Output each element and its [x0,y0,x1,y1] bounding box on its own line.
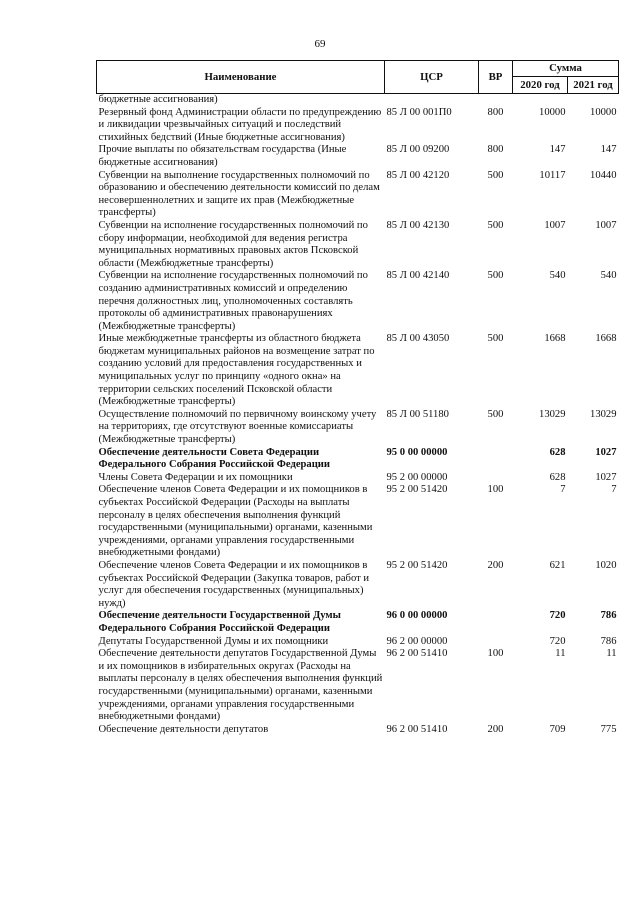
row-sum-2020: 7 [560,484,566,496]
row-sum-2021: 775 [600,723,617,735]
row-sum-2021: 786 [600,635,617,647]
row-name: Обеспечение деятельности Совета Федерации Федерального Собрания Российской Федерации [98,446,331,471]
row-csr: 85 Л 00 001П0 [386,106,452,118]
row-sum-2020: 10000 [539,106,566,118]
row-sum-2021: 7 [611,484,617,496]
table-row [97,107,619,145]
row-sum-2021: 1027 [595,471,617,483]
row-sum-2020: 147 [549,144,566,156]
row-name: Обеспечение деятельности Государственной Думы Федерального Собрания Российской Федерации [98,610,341,634]
header-name: Наименование [97,61,385,94]
row-name: Субвенции на выполнение государственных полномочий по образованию и обеспечению деятельности комиссий по делам несовершеннолетних и защите их прав (Межбюджетные трансферты) [98,169,380,219]
row-sum-2020: 11 [555,648,566,660]
table-body [97,94,619,737]
row-name: Депутаты Государственной Думы и их помощники [98,635,329,647]
row-csr [385,94,479,107]
row-vr: 500 [487,333,504,345]
row-csr: 85 Л 00 42130 [386,219,450,231]
row-vr: 800 [487,144,504,156]
row-name: Обеспечение деятельности депутатов Государственной Думы и их помощников в избирательных округах (Расходы на выплаты персоналу в целях обеспечения выполнения функций государственными (муниципальными) органами, казенными учреждениями, органами управления государственными внебюджетными фондами) [98,648,383,723]
row-name: Обеспечение деятельности депутатов [98,723,269,735]
row-sum-2020: 720 [549,635,566,647]
header-sum: Сумма [513,61,619,77]
row-name: Обеспечение членов Совета Федерации и их помощников в субъектах Российской Федерации (Расходы на выплаты персоналу в целях обеспечения выполнения функций государственными (муниципальными) органами, казенными учреждениями, органами управления государственными внебюджетными фондами) [98,484,373,559]
row-sum-2021: 10440 [590,169,617,181]
row-sum-2021: 786 [600,610,617,622]
row-sum-2020 [513,94,568,107]
row-csr: 95 2 00 00000 [386,471,448,483]
header-year-2020: 2020 год [513,77,568,94]
row-vr: 500 [487,270,504,282]
row-name: Осуществление полномочий по первичному воинскому учету на территориях, где отсутствуют военные комиссариаты (Межбюджетные трансферты) [98,408,377,446]
table-row [97,170,619,220]
row-vr [479,472,513,485]
page-number: 69 [314,38,326,50]
row-sum-2021: 1020 [595,559,617,571]
table-row [97,610,619,635]
header-csr: ЦСР [385,61,479,94]
table-row [97,220,619,270]
row-vr: 100 [487,648,504,660]
row-csr: 95 2 00 51420 [386,484,448,496]
row-csr: 85 Л 00 43050 [386,333,450,345]
row-vr [479,94,513,107]
table-row [97,724,619,737]
table-row [97,648,619,724]
budget-table [96,60,619,736]
row-vr: 500 [487,219,504,231]
row-csr: 96 2 00 51410 [386,648,448,660]
row-sum-2021: 147 [600,144,617,156]
row-sum-2021: 1007 [595,219,617,231]
table-row [97,270,619,333]
row-sum-2020: 709 [549,723,566,735]
table-header [97,61,619,94]
row-sum-2020: 1007 [544,219,566,231]
row-vr: 800 [487,106,504,118]
table-row [97,472,619,485]
row-sum-2021: 540 [600,270,617,282]
row-name: Члены Совета Федерации и их помощники [98,471,293,483]
row-csr: 95 2 00 51420 [386,559,448,571]
row-vr: 200 [487,559,504,571]
row-csr: 96 2 00 51410 [386,723,448,735]
header-year-2021: 2021 год [568,77,619,94]
row-name: бюджетные ассигнования) [98,94,218,105]
row-vr [479,636,513,649]
row-name: Прочие выплаты по обязательствам государства (Иные бюджетные ассигнования) [98,144,347,168]
row-sum-2021: 11 [606,648,617,660]
row-vr [479,610,513,635]
row-sum-2020: 628 [549,471,566,483]
table-row [97,333,619,409]
row-csr: 85 Л 00 42120 [386,169,450,181]
row-csr: 95 0 00 00000 [386,446,448,458]
row-name: Обеспечение членов Совета Федерации и их помощников в субъектах Российской Федерации (Закупка товаров, работ и услуг для обеспечения государственных (муниципальных) нужд) [98,559,370,609]
row-sum-2020: 13029 [539,408,566,420]
row-sum-2020: 621 [549,559,566,571]
row-vr: 100 [487,484,504,496]
row-name: Иные межбюджетные трансферты из областного бюджета бюджетам муниципальных районов на возмещение затрат по созданию условий для предоставления государственных и муниципальных услуг по принципу «одного окна» на территории сельских поселений Псковской области (Межбюджетные трансферты) [98,333,375,408]
row-csr: 85 Л 00 51180 [386,408,449,420]
row-csr: 96 2 00 00000 [386,635,448,647]
table-row [97,560,619,610]
row-name: Субвенции на исполнение государственных полномочий по сбору информации, необходимой для ведения регистра муниципальных нормативных правовых актов Псковской области (Межбюджетные трансферты) [98,219,368,269]
row-vr: 500 [487,408,504,420]
row-sum-2021 [568,94,619,107]
table-row [97,447,619,472]
row-sum-2020: 720 [549,610,566,622]
row-csr: 85 Л 00 42140 [386,270,450,282]
row-name: Резервный фонд Администрации области по предупреждению и ликвидации чрезвычайных ситуаций и последствий стихийных бедствий (Иные бюджетные ассигнования) [98,106,382,143]
table-row [97,94,619,107]
row-vr: 500 [487,169,504,181]
row-csr: 85 Л 00 09200 [386,144,450,156]
row-sum-2020: 628 [549,446,566,458]
row-sum-2021: 1668 [595,333,617,345]
row-name: Субвенции на исполнение государственных полномочий по созданию административных комиссий и определению перечня должностных лиц, уполномоченных составлять протоколы об административных правонарушениях (Межбюджетные трансферты) [98,270,368,332]
row-sum-2020: 540 [549,270,566,282]
row-vr: 200 [487,723,504,735]
row-sum-2020: 1668 [544,333,566,345]
row-sum-2021: 10000 [590,106,617,118]
row-sum-2021: 13029 [590,408,617,420]
table-row [97,636,619,649]
header-vr: ВР [479,61,513,94]
row-csr: 96 0 00 00000 [386,610,448,622]
row-sum-2020: 10117 [539,169,566,181]
table-row [97,409,619,447]
row-vr [479,447,513,472]
row-sum-2021: 1027 [595,446,617,458]
table-row [97,144,619,169]
table-row [97,484,619,560]
